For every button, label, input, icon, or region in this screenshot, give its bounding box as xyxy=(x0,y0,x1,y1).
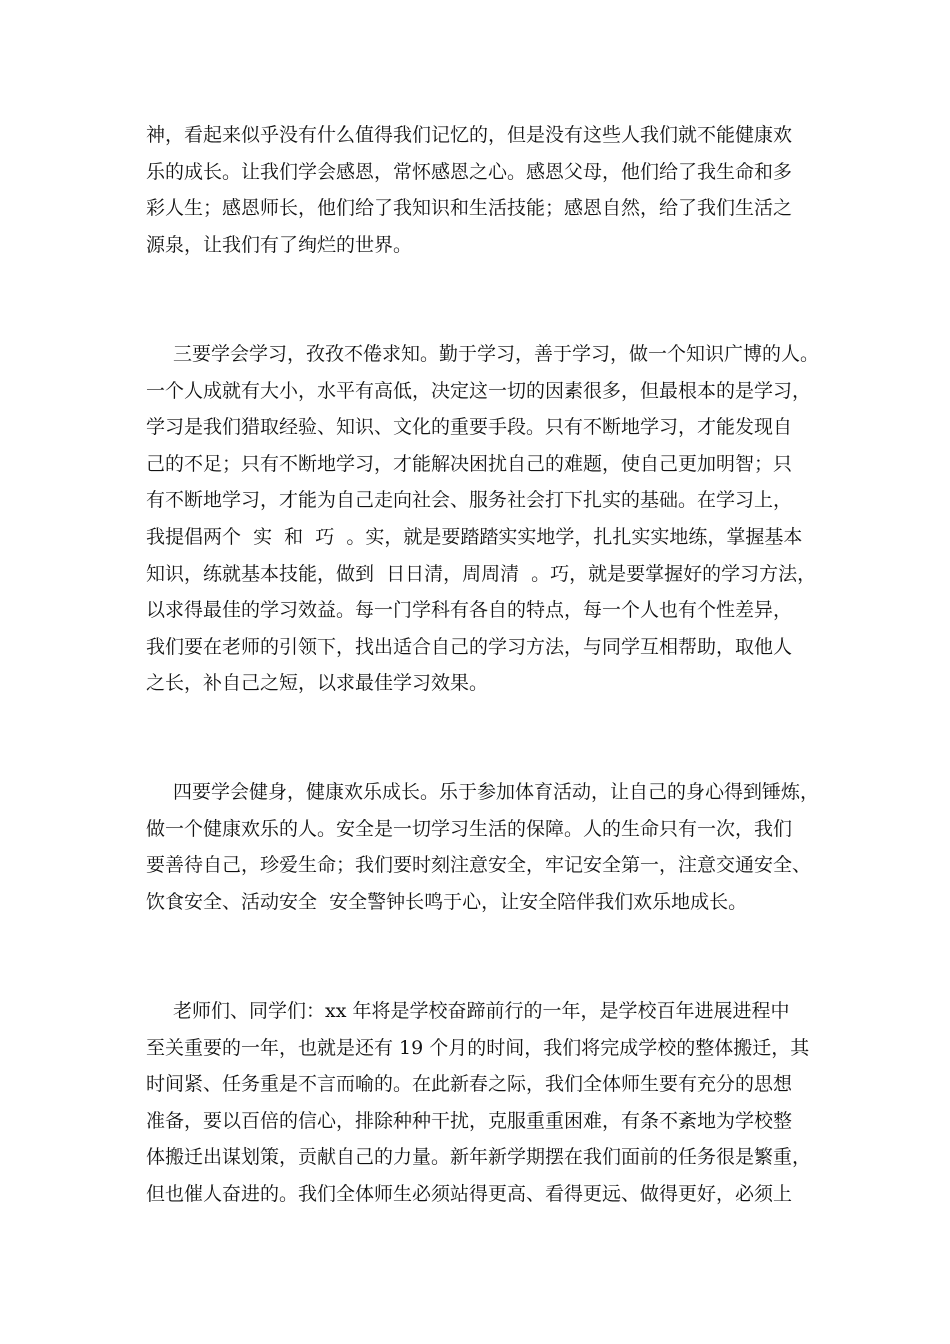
text-line: 至关重要的一年，也就是还有 19 个月的时间，我们将完成学校的整体搬迁，其 xyxy=(146,1036,810,1059)
text-line: 有不断地学习，才能为自己走向社会、服务社会打下扎实的基础。在学习上， xyxy=(146,489,793,512)
text-line: 己的不足；只有不断地学习，才能解决困扰自己的难题，使自己更加明智；只 xyxy=(146,452,793,475)
text-line: 乐的成长。让我们学会感恩，常怀感恩之心。感恩父母，他们给了我生命和多 xyxy=(146,160,793,183)
text-line: 一个人成就有大小，水平有高低，决定这一切的因素很多，但最根本的是学习， xyxy=(146,379,812,402)
text-line: 之长，补自己之短，以求最佳学习效果。 xyxy=(146,672,489,695)
text-line: 学习是我们猎取经验、知识、文化的重要手段。只有不断地学习，才能发现自 xyxy=(146,416,793,439)
paragraph-address xyxy=(146,993,826,1213)
text-line: 体搬迁出谋划策，贡献自己的力量。新年新学期摆在我们面前的任务很是繁重， xyxy=(146,1146,812,1169)
text-line: 但也催人奋进的。我们全体师生必须站得更高、看得更远、做得更好，必须上 xyxy=(146,1182,793,1205)
text-line: 我提倡两个 实 和 巧 。实，就是要踏踏实实地学，扎扎实实地练，掌握基本 xyxy=(146,525,803,548)
text-line: 做一个健康欢乐的人。安全是一切学习生活的保障。人的生命只有一次，我们 xyxy=(146,817,793,840)
paragraph-fitness xyxy=(146,774,826,920)
text-line: 时间紧、任务重是不言而喻的。在此新春之际，我们全体师生要有充分的思想 xyxy=(146,1073,793,1096)
text-line: 四要学会健身，健康欢乐成长。乐于参加体育活动，让自己的身心得到锤炼， xyxy=(173,781,820,803)
text-line: 准备，要以百倍的信心，排除种种干扰，克服重重困难，有条不紊地为学校整 xyxy=(146,1109,793,1132)
text-line: 老师们、同学们：xx 年将是学校奋蹄前行的一年，是学校百年进展进程中 xyxy=(173,1000,790,1022)
paragraph-learning xyxy=(146,336,826,702)
text-line: 神，看起来似乎没有什么值得我们记忆的，但是没有这些人我们就不能健康欢 xyxy=(146,124,793,146)
text-line: 以求得最佳的学习效益。每一门学科有各自的特点，每一个人也有个性差异， xyxy=(146,599,793,622)
text-line: 我们要在老师的引领下，找出适合自己的学习方法，与同学互相帮助，取他人 xyxy=(146,635,793,658)
text-line: 三要学会学习，孜孜不倦求知。勤于学习，善于学习，做一个知识广博的人。 xyxy=(173,343,820,365)
text-line: 饮食安全、活动安全 安全警钟长鸣于心，让安全陪伴我们欢乐地成长。 xyxy=(146,890,748,913)
text-line: 彩人生；感恩师长，他们给了我知识和生活技能；感恩自然，给了我们生活之 xyxy=(146,197,793,220)
text-line: 知识，练就基本技能，做到 日日清，周周清 。巧，就是要掌握好的学习方法， xyxy=(146,562,817,585)
text-line: 源泉，让我们有了绚烂的世界。 xyxy=(146,233,413,256)
paragraph-gratitude-end xyxy=(146,117,826,263)
text-line: 要善待自己，珍爱生命；我们要时刻注意安全，牢记安全第一，注意交通安全、 xyxy=(146,854,812,877)
